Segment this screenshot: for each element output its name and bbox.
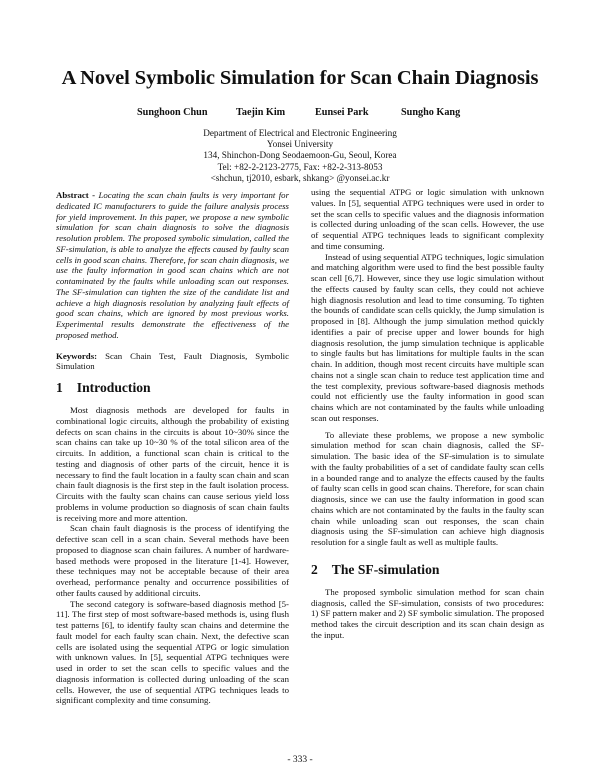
right-column [311, 187, 544, 641]
abstract-text: Locating the scan chain faults is very important for dedicated IC manufacturers to guide the failure analysis process for yield improvement. In this paper, we propose a new symbolic simulation for scan chain diagnosis to solve the diagnosis resolution problem. The proposed symbolic simulation, called the SF-simulation, is able to analyze the effects caused by faulty scan cells in good scan chains. Therefore, for scan chain diagnosis, we use the faulty information in good scan chains which are not contaminated by the faults while unloading scan out responses. The SF-simulation can tighten the size of the candidate list and achieve a high diagnosis resolution by analyzing fault effects of good scan chains, which are ignored by most previous works. Experimental results demonstrate the effectiveness of the proposed method. [56, 190, 289, 340]
affiliation-department: Department of Electrical and Electronic Engineering [203, 128, 397, 138]
intro-paragraph-2: Scan chain fault diagnosis is the process of identifying the defective scan cell in a scan chain. Several methods have been proposed to diagnose scan chain failures. A number of hardware-based methods were proposed in the literature [1-4]. However, these techniques may not be acceptable because of their area overhead, performance penalty and occurrence possibilities of other faults caused by additional circuits. [56, 523, 289, 598]
abstract-label: Abstract - [56, 190, 96, 200]
affiliation-email: <shchun, tj2010, esbark, shkang> @yonsei.ac.kr [210, 172, 390, 183]
page-number: - 333 - [287, 755, 313, 765]
affiliation-phone: Tel: +82-2-2123-2775, Fax: +82-2-313-8053 [217, 161, 383, 172]
keywords-text: Scan Chain Test, Fault Diagnosis, Symbolic Simulation [56, 350, 289, 372]
sf-sim-paragraph-1: The proposed symbolic simulation method for scan chain diagnosis, called the SF-simulation, consists of two procedures: 1) SF pattern maker and 2) SF symbolic simulation. The proposed method takes the circuit description and its scan chain design as the input. [311, 586, 544, 640]
author-1: Sunghoon Chun [137, 107, 208, 118]
affiliation-block [0, 128, 600, 184]
section-2-heading [311, 562, 544, 578]
affiliation-university: Yonsei University [266, 139, 334, 150]
abstract [56, 190, 289, 341]
keywords [56, 351, 289, 373]
author-list [0, 107, 600, 121]
intro-paragraph-1: Most diagnosis methods are developed for faults in combinational logic circuits, although the probability of existing defects on scan chains in the circuits is about 10~30% since the scan chains can take up 10~30 % of the total silicon area of the circuits. In addition, a functional scan chain is critical to the testing and diagnosis of other parts of the circuit, hence it is necessary to find the fault location in a faulty scan chain and scan chain fault diagnosis is the first step in the fault isolation process. Circuits with the faulty scan chains can cause serious yield loss problems in volume production so diagnosis of scan chain faults is receiving more and more attention. [56, 405, 289, 523]
left-column [56, 190, 289, 706]
paper-title: A Novel Symbolic Simulation for Scan Chain Diagnosis [61, 67, 539, 89]
author-4: Sungho Kang [401, 107, 461, 118]
section-2-number: 2 [311, 561, 318, 577]
section-1-title: Introduction [76, 380, 151, 395]
section-2-title: The SF-simulation [331, 561, 440, 577]
intro-paragraph-4: Instead of using sequential ATPG techniques, logic simulation and matching algorithm were used to find the best possible faulty scan cell [6,7]. However, since they use logic simulation without the effects caused by faulty scan cells, they could not achieve high diagnosis resolution and lead to time consuming. To tighten the bounds of candidate scan cells quickly, the Jump simulation is proposed in [8]. Although the jump simulation method quickly identifies a pair of precise upper and lower bounds for high diagnosis resolution, the jump simulation technique is applicable to single faults but has limitations for multiple faults in the scan chain. In addition, though most recent circuits have multiple scan chains not a single scan chain to reduce test application time and the test complexity, previous software-based diagnosis methods could not efficiently use the faulty information in good scan chains which are not contaminated by the faults while unloading scan out responses. [311, 251, 544, 423]
keywords-label: Keywords: [56, 350, 98, 361]
intro-paragraph-3: The second category is software-based diagnosis method [5-11]. The first step of most software-based methods is, using flush test patterns [6], to identify faulty scan chains and determine the fault model for each faulty scan chain. Next, the defective scan cells are isolated using the sequential ATPG or logic simulation with unknown values. In [5], sequential ATPG techniques were used in order to set the scan cells to specific values and the diagnosis information is collected during unloading of the scan cells. However, the use of sequential ATPG techniques leads to significant complexity and time consuming. [56, 598, 289, 706]
section-1-number: 1 [56, 380, 63, 395]
author-3: Eunsei Park [315, 107, 369, 118]
intro-paragraph-5: To alleviate these problems, we propose a new symbolic simulation method for scan chain diagnosis, called the SF-simulation. The basic idea of the SF-simulation is to simulate with the faulty probabilities of a set of candidate faulty scan cells in a bounded range and to analyze the effects caused by the faults of faulty scan cells in good scan chains. Therefore, for scan chain diagnosis, since we can use the faulty information in good scan chains which are not contaminated by the faults in the faulty scan chain while unloading scan out responses, the scan chain diagnosis using the SF-simulation can achieve high diagnosis resolution for a single fault as well as multiple faults. [311, 429, 544, 547]
affiliation-address: 134, Shinchon-Dong Seodaemoon-Gu, Seoul, Korea [203, 150, 397, 161]
intro-paragraph-3-continued: using the sequential ATPG or logic simulation with unknown values. In [5], sequential ATPG techniques were used in order to set the scan cells to specific values and the diagnosis information is collected during unloading of the scan cells. However, the use of sequential ATPG techniques leads to significant complexity and time consuming. [311, 187, 544, 251]
section-1-heading [56, 380, 289, 396]
author-2: Taejin Kim [236, 107, 286, 118]
